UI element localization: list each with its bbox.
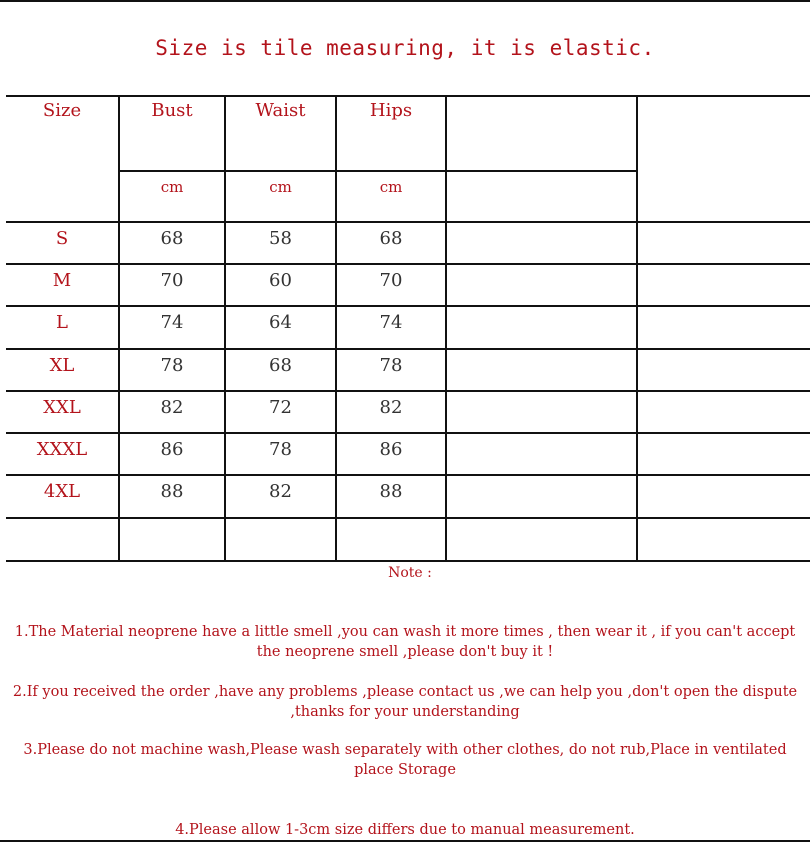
waist-value: 64 [269,312,292,333]
table-line [445,95,447,562]
waist-value: 68 [269,355,292,376]
bust-value: 74 [160,312,184,333]
table-line [6,263,810,265]
size-label: S [55,228,69,249]
bust-value: 78 [160,355,184,376]
header-bust: Bust [151,100,193,121]
note-4: 4.Please allow 1-3cm size differs due to manual measurement. [175,822,635,838]
table-line [6,390,810,392]
hips-value: 88 [379,481,403,502]
table-line [119,170,637,172]
table-line [6,517,810,519]
header-hips: Hips [369,100,413,121]
table-line [6,221,810,223]
page-title: Size is tile measuring, it is elastic. [155,36,655,60]
table-line [6,95,810,97]
unit-bust: cm [160,178,184,196]
bust-value: 68 [160,228,184,249]
waist-value: 58 [269,228,292,249]
header-size: Size [42,100,82,121]
top-border [0,0,810,2]
table-line [6,348,810,350]
bust-value: 70 [160,270,184,291]
note-2: 2.If you received the order ,have any problems ,please contact us ,we can help you ,don't open the dispute ,thanks for your understanding [12,684,798,720]
hips-value: 70 [379,270,403,291]
size-label: L [56,312,68,333]
table-line [636,95,638,562]
unit-hips: cm [379,178,403,196]
note-1: 1.The Material neoprene have a little smell ,you can wash it more times , then wear it , if you can't accept the neoprene smell ,please don't buy it ! [14,624,796,660]
hips-value: 86 [379,439,403,460]
table-line [6,432,810,434]
bust-value: 86 [160,439,184,460]
bust-value: 88 [160,481,184,502]
hips-value: 78 [379,355,403,376]
table-line [6,560,810,562]
waist-value: 78 [269,439,292,460]
header-waist: Waist [255,100,306,121]
note-3: 3.Please do not machine wash,Please wash separately with other clothes, do not rub,Place in ventilated place Storage [23,742,787,778]
table-line [6,305,810,307]
waist-value: 82 [269,481,292,502]
bust-value: 82 [160,397,184,418]
unit-waist: cm [269,178,292,196]
table-line [6,474,810,476]
size-label: XL [49,355,75,376]
waist-value: 60 [269,270,292,291]
size-label: XXL [43,397,81,418]
hips-value: 68 [379,228,403,249]
hips-value: 74 [379,312,403,333]
waist-value: 72 [269,397,292,418]
size-label: XXXL [36,439,88,460]
size-label: 4XL [43,481,81,502]
hips-value: 82 [379,397,403,418]
note-label: Note : [388,565,432,581]
size-label: M [52,270,72,291]
